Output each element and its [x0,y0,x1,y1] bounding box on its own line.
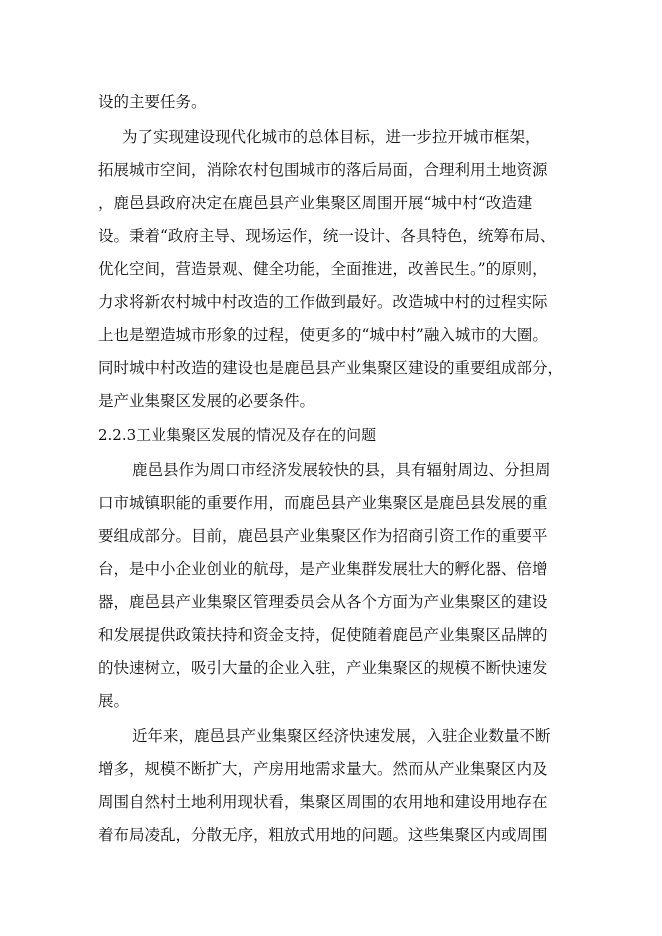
paragraph-3-line-2: 口市城镇职能的重要作用，而鹿邑县产业集聚区是鹿邑县发展的重 [98,494,548,512]
paragraph-2-line-9: 是产业集聚区发展的必要条件。 [98,392,316,410]
paragraph-1-line-1: 设的主要任务。 [98,93,207,111]
paragraph-2-line-5: 优化空间，营造景观、健全功能，全面推进，改善民生。”的原则， [98,260,548,278]
paragraph-2-line-6: 力求将新农村城中村改造的工作做到最好。改造城中村的过程实际 [98,293,548,311]
section-heading: 2.2.3工业集聚区发展的情况及存在的问题 [98,426,377,444]
paragraph-4-line-1: 近年来，鹿邑县产业集聚区经济快速发展，入驻企业数量不断 [132,727,551,745]
paragraph-3-line-1: 鹿邑县作为周口市经济发展较快的县，具有辐射周边、分担周 [132,461,551,479]
paragraph-2-line-8: 同时城中村改造的建设也是鹿邑县产业集聚区建设的重要组成部分， [98,359,564,377]
paragraph-4-line-4: 着布局凌乱，分散无序，粗放式用地的问题。这些集聚区内或周围 [98,826,548,844]
paragraph-2-line-2: 拓展城市空间，消除农村包围城市的落后局面，合理利用土地资源 [98,161,548,179]
paragraph-3-line-7: 的快速树立，吸引大量的企业入驻，产业集聚区的规模不断快速发 [98,659,548,677]
paragraph-3-line-6: 和发展提供政策扶持和资金支持，促使随着鹿邑产业集聚区品牌的 [98,626,548,644]
paragraph-2-line-1: 为了实现建设现代化城市的总体目标，进一步拉开城市框架， [122,128,541,146]
paragraph-3-line-3: 要组成部分。目前，鹿邑县产业集聚区作为招商引资工作的重要平 [98,527,548,545]
paragraph-2-line-3: ，鹿邑县政府决定在鹿邑县产业集聚区周围开展“城中村“改造建 [98,194,533,212]
paragraph-3-line-4: 台，是中小企业创业的航母，是产业集群发展壮大的孵化器、倍增 [98,560,548,578]
paragraph-4-line-2: 增多，规模不断扩大，产房用地需求量大。然而从产业集聚区内及 [98,760,548,778]
paragraph-2-line-7: 上也是塑造城市形象的过程，使更多的“城中村”融入城市的大圈。 [98,326,548,344]
paragraph-2-line-4: 设。秉着“政府主导、现场运作，统一设计、各具特色，统筹布局、 [98,227,556,245]
paragraph-4-line-3: 周围自然村土地利用现状看，集聚区周围的农用地和建设用地存在 [98,793,548,811]
paragraph-3-line-5: 器，鹿邑县产业集聚区管理委员会从各个方面为产业集聚区的建设 [98,593,548,611]
paragraph-3-line-8: 展。 [98,692,130,710]
